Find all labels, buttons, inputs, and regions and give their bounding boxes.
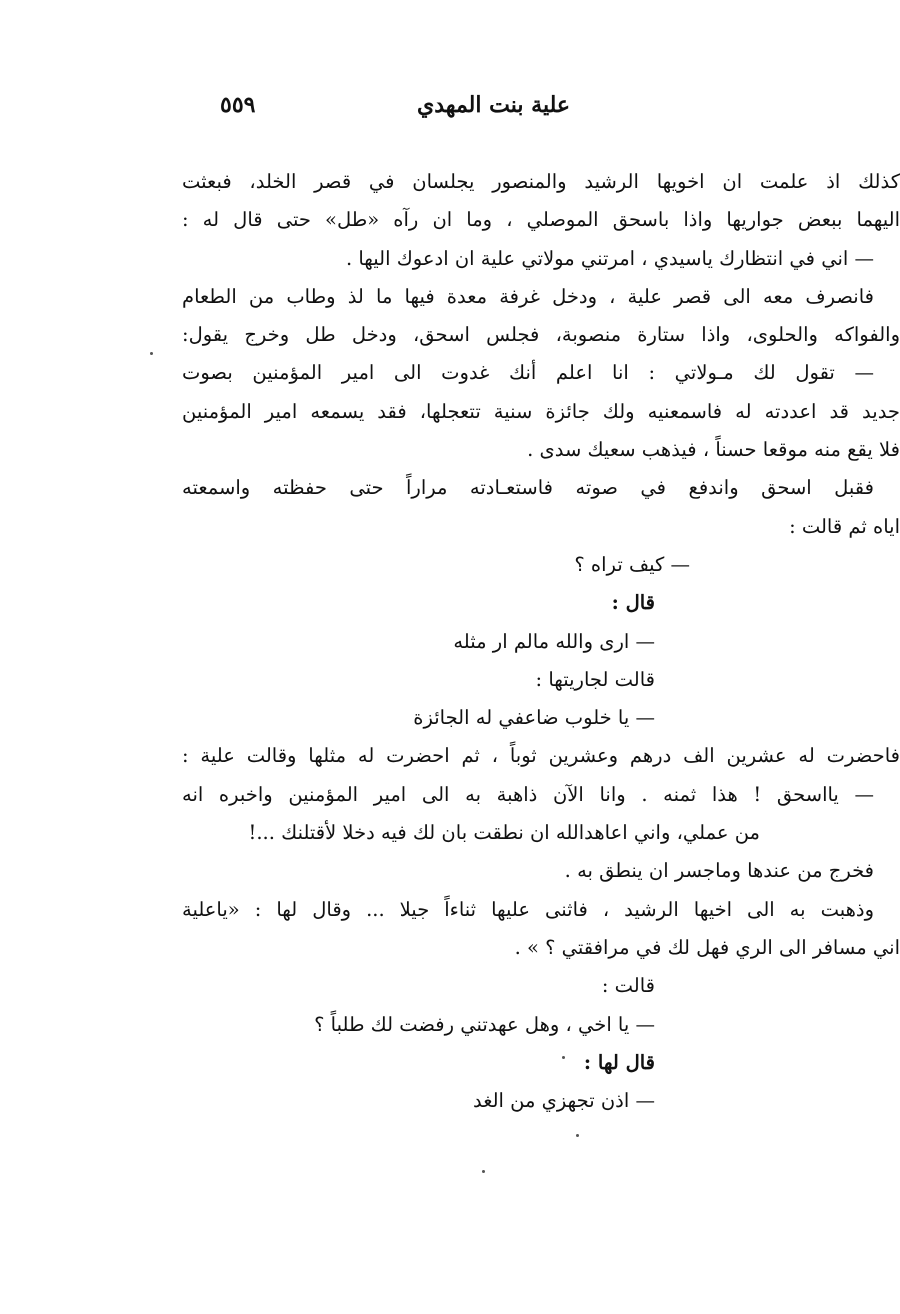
text-line: — ارى والله مالم ار مثله [453,629,655,653]
text-line: — يا اخي ، وهل عهدتني رفضت لك طلباً ؟ [314,1012,655,1036]
text-line: — تقول لك مـولاتي : انا اعلم أنك غدوت الى امير المؤمنين بصوت [182,361,874,385]
scan-speck [576,1134,579,1137]
scan-speck [150,352,153,355]
text-line: فانصرف معه الى قصر علية ، ودخل غرفة معدة فيها ما لذ وطاب من الطعام [182,284,874,308]
text-line: والفواكه والحلوى، واذا ستارة منصوبة، فجلس اسحق، ودخل طل وخرج يقول: [182,323,900,347]
text-line: فلا يقع منه موقعا حسناً ، فيذهب سعيك سدى . [527,438,900,462]
text-line: — اني في انتظارك ياسيدي ، امرتني مولاتي علية ان ادعوك اليها . [345,246,874,270]
text-line: اليهما ببعض جواريها واذا باسحق الموصلي ، وما ان رآه «طل» حتى قال له : [182,208,900,232]
text-line: كذلك اذ علمت ان اخويها الرشيد والمنصور يجلسان في قصر الخلد، فبعثت [182,170,900,193]
text-line: وذهبت به الى اخيها الرشيد ، فاثنى عليها ثناءاً جيلا ... وقال لها : «ياعلية [182,897,874,921]
text-line: — اذن تجهزي من الغد [472,1089,655,1113]
text-line: قالت : [601,974,655,998]
text-line: قالت لجاريتها : [535,667,655,691]
scan-speck [562,1056,565,1059]
running-title: علية بنت المهدي [417,92,570,118]
text-line: اياه ثم قالت : [789,514,900,538]
page-body [182,163,900,1120]
text-line: — كيف تراه ؟ [574,552,690,576]
text-line: — يا خلوب ضاعفي له الجائزة [413,706,655,730]
page-number: ٥٥٩ [220,92,256,118]
text-line: فقبل اسحق واندفع في صوته فاستعـادته مراراً حتى حفظته واسمعته [182,476,874,500]
page-header [200,92,760,132]
text-line: جديد قد اعددته له فاسمعنيه ولك جائزة سنية تتعجلها، فقد يسمعه امير المؤمنين [182,399,900,423]
scan-speck [482,1170,485,1173]
text-line: فاحضرت له عشرين الف درهم وعشرين ثوباً ، ثم احضرت له مثلها وقالت علية : [182,744,900,768]
text-line: اني مسافر الى الري فهل لك في مرافقتي ؟ » . [514,935,900,959]
text-line: قال لها : [583,1050,655,1074]
text-line: فخرج من عندها وماجسر ان ينطق به . [564,859,874,883]
text-line: من عملي، واني اعاهدالله ان نطقت بان لك فيه دخلا لأقتلنك ...! [248,821,760,845]
text-line: — يااسحق ! هذا ثمنه . وانا الآن ذاهبة به الى امير المؤمنين واخبره انه [182,782,874,806]
text-line: قال : [611,591,655,615]
